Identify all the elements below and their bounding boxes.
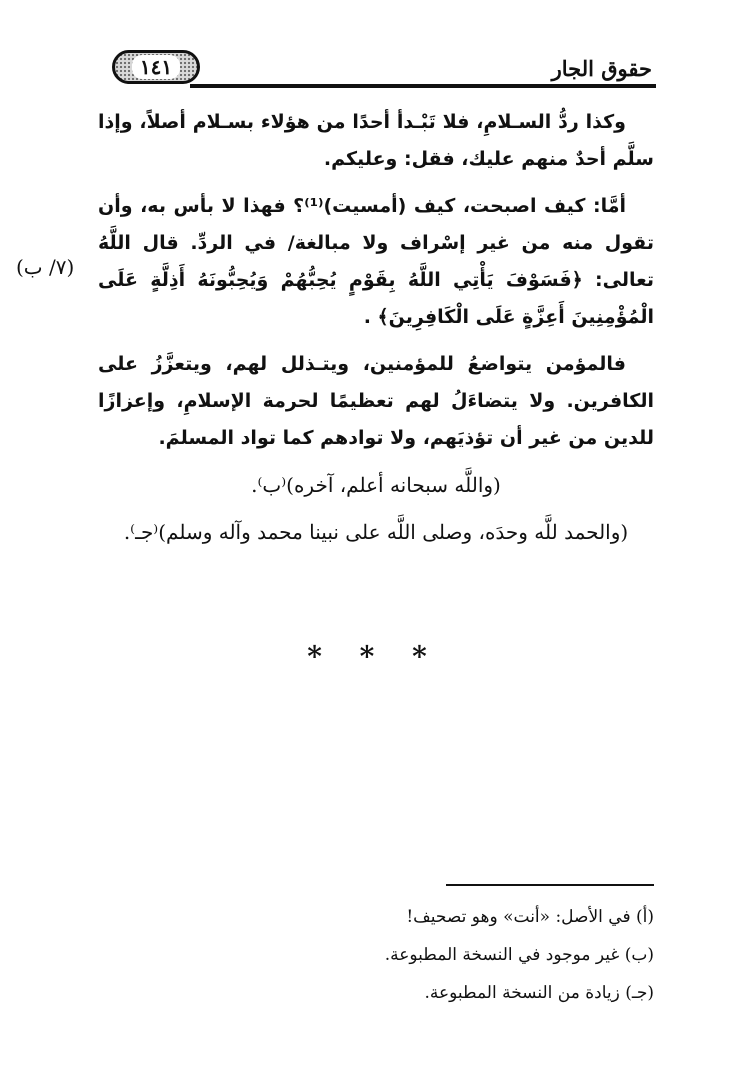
page-header [108, 50, 656, 92]
footnote-c: (جـ) زيادة من النسخة المطبوعة. [424, 983, 654, 1003]
page-number-badge [112, 50, 200, 84]
paragraph-3: فالمؤمن يتواضعُ للمؤمنين، ويتـذلل لهم، ويتعزَّزُ على الكافرين. ولا يتضاءَلُ لهم تعظيمًا لحرمة الإسلامِ، وإعزازًا للدين من غير أن تؤذيَهم، ولا توادهم كما تواد المسلمَ. [98, 353, 654, 449]
footnotes [300, 898, 654, 1012]
footnote-rule [446, 884, 654, 886]
running-title: حقوق الجار [551, 56, 652, 81]
closing-line-2: (والحمد للَّه وحدَه، وصلى اللَّه على نبينا محمد وآله وسلم)⁽جـ⁾. [123, 520, 629, 544]
main-text [98, 104, 654, 561]
header-rule [190, 84, 656, 88]
page-number: ١٤١ [132, 55, 180, 79]
paragraph-2: أمَّا: كيف اصبحت، كيف (أمسيت)⁽¹⁾؟ فهذا لا بأس به، وأن تقول منه من غير إسْراف ولا مبالغة/ في الردِّ. قال اللَّهُ تعالى: ﴿فَسَوْفَ يَأْتِي اللَّهُ بِقَوْمٍ يُحِبُّهُمْ وَيُحِبُّونَهُ أَذِلَّةٍ عَلَى الْمُؤْمِنِينَ أَعِزَّةٍ عَلَى الْكَافِرِينَ﴾ . [98, 195, 654, 328]
margin-note: (٧/ ب) [16, 255, 75, 279]
section-separator: * * * [307, 640, 441, 673]
paragraph-1: وكذا ردُّ السـلامِ، فلا تَبْـدأ أحدًا من هؤلاء بسـلام أصلاً، وإذا سلَّم أحدٌ منهم عليك، فقل: وعليكم. [98, 111, 654, 170]
closing-line-1: (واللَّه سبحانه أعلم، آخره)⁽ب⁾. [251, 473, 501, 497]
footnote-b: (ب) غير موجود في النسخة المطبوعة. [384, 945, 654, 965]
footnote-a: (أ) في الأصل: «أنت» وهو تصحيف! [406, 907, 654, 927]
